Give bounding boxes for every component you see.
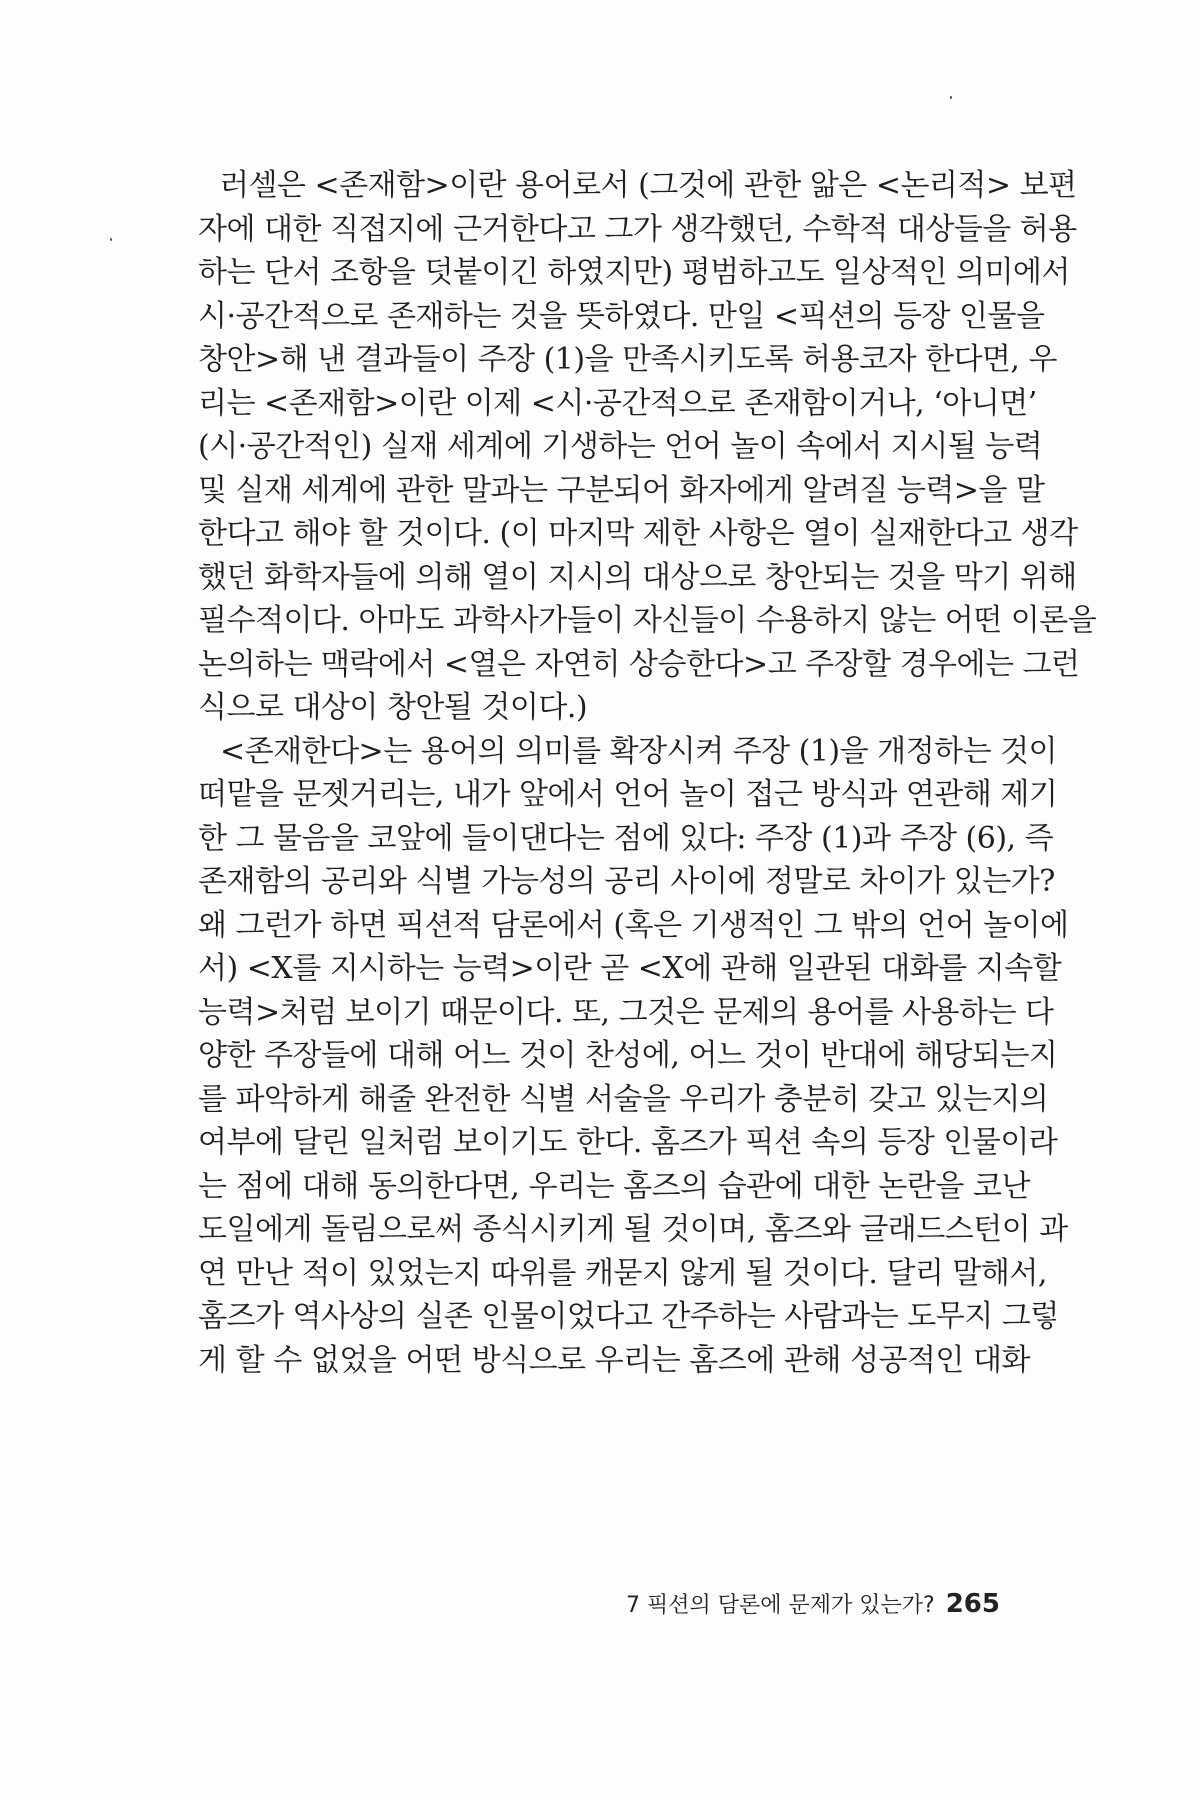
text-line: 연 만난 적이 있었는지 따위를 캐묻지 않게 될 것이다. 달리 말해서, <box>198 1255 1047 1291</box>
scan-speck <box>950 96 952 99</box>
text-line: 자에 대한 직접지에 근거한다고 그가 생각했던, 수학적 대상들을 허용 <box>198 211 1077 247</box>
text-line: 창안>해 낸 결과들이 주장 (1)을 만족시키도록 허용코자 한다면, 우 <box>198 342 1057 377</box>
text-line: 도일에게 돌림으로써 종식시키게 될 것이며, 홈즈와 글래드스턴이 과 <box>198 1212 1068 1247</box>
text-line: 홈즈가 역사상의 실존 인물이었다고 간주하는 사람과는 도무지 그렇 <box>198 1299 1059 1334</box>
text-line: 논의하는 맥락에서 <열은 자연히 상승한다>고 주장할 경우에는 그런 <box>198 646 1080 682</box>
chapter-title: 7 픽션의 담론에 문제가 있는가? <box>625 1593 935 1618</box>
text-line: 여부에 달린 일처럼 보이기도 한다. 홈즈가 픽션 속의 등장 인물이라 <box>198 1125 1058 1160</box>
text-line: <존재한다>는 용어의 의미를 확장시켜 주장 (1)을 개정하는 것이 <box>220 733 1058 769</box>
text-line: (시·공간적인) 실재 세계에 기생하는 언어 놀이 속에서 지시될 능력 <box>198 429 1043 464</box>
text-line: 필수적이다. 아마도 과학사가들이 자신들이 수용하지 않는 어떤 이론을 <box>198 603 1097 638</box>
text-line: 하는 단서 조항을 덧붙이긴 하였지만) 평범하고도 일상적인 의미에서 <box>198 255 1070 290</box>
text-line: 했던 화학자들에 의해 열이 지시의 대상으로 창안되는 것을 막기 위해 <box>198 559 1077 595</box>
text-line: 존재함의 공리와 식별 가능성의 공리 사이에 정말로 차이가 있는가? <box>198 864 1055 899</box>
text-line: 리는 <존재함>이란 이제 <시·공간적으로 존재함이거나, ‘아니면’ <box>198 385 1037 421</box>
text-line: 양한 주장들에 대해 어느 것이 찬성에, 어느 것이 반대에 해당되는지 <box>198 1038 1058 1073</box>
paragraph <box>198 730 1069 1383</box>
text-line: 서) <X를 지시하는 능력>이란 곧 <X에 관해 일관된 대화를 지속할 <box>198 951 1062 986</box>
paragraph <box>198 164 1097 730</box>
text-line: 한 그 물음을 코앞에 들이댄다는 점에 있다: 주장 (1)과 주장 (6), 즉 <box>198 820 1054 856</box>
text-line: 시·공간적으로 존재하는 것을 뜻하였다. 만일 <픽션의 등장 인물을 <box>198 298 1045 334</box>
text-line: 식으로 대상이 창안될 것이다.) <box>198 690 588 725</box>
text-line: 능력>처럼 보이기 때문이다. 또, 그것은 문제의 용어를 사용하는 다 <box>198 994 1054 1030</box>
scan-speck <box>110 238 112 241</box>
text-line: 는 점에 대해 동의한다면, 우리는 홈즈의 습관에 대한 논란을 코난 <box>198 1168 1030 1204</box>
running-footer <box>600 1588 1000 1619</box>
page-number: 265 <box>945 1589 1000 1619</box>
text-line: 및 실재 세계에 관한 말과는 구분되어 화자에게 알려질 능력>을 말 <box>198 472 1045 508</box>
text-line: 떠맡을 문젯거리는, 내가 앞에서 언어 놀이 접근 방식과 연관해 제기 <box>198 777 1058 812</box>
text-line: 러셀은 <존재함>이란 용어로서 (그것에 관한 앎은 <논리적> 보편 <box>220 168 1077 203</box>
text-line: 를 파악하게 해줄 완전한 식별 서술을 우리가 충분히 갖고 있는지의 <box>198 1081 1049 1117</box>
body-text <box>198 164 1097 1382</box>
text-line: 왜 그런가 하면 픽션적 담론에서 (혹은 기생적인 그 밖의 언어 놀이에 <box>198 907 1069 943</box>
text-line: 한다고 해야 할 것이다. (이 마지막 제한 사항은 열이 실재한다고 생각 <box>198 516 1078 551</box>
text-line: 게 할 수 없었을 어떤 방식으로 우리는 홈즈에 관해 성공적인 대화 <box>198 1342 1030 1378</box>
